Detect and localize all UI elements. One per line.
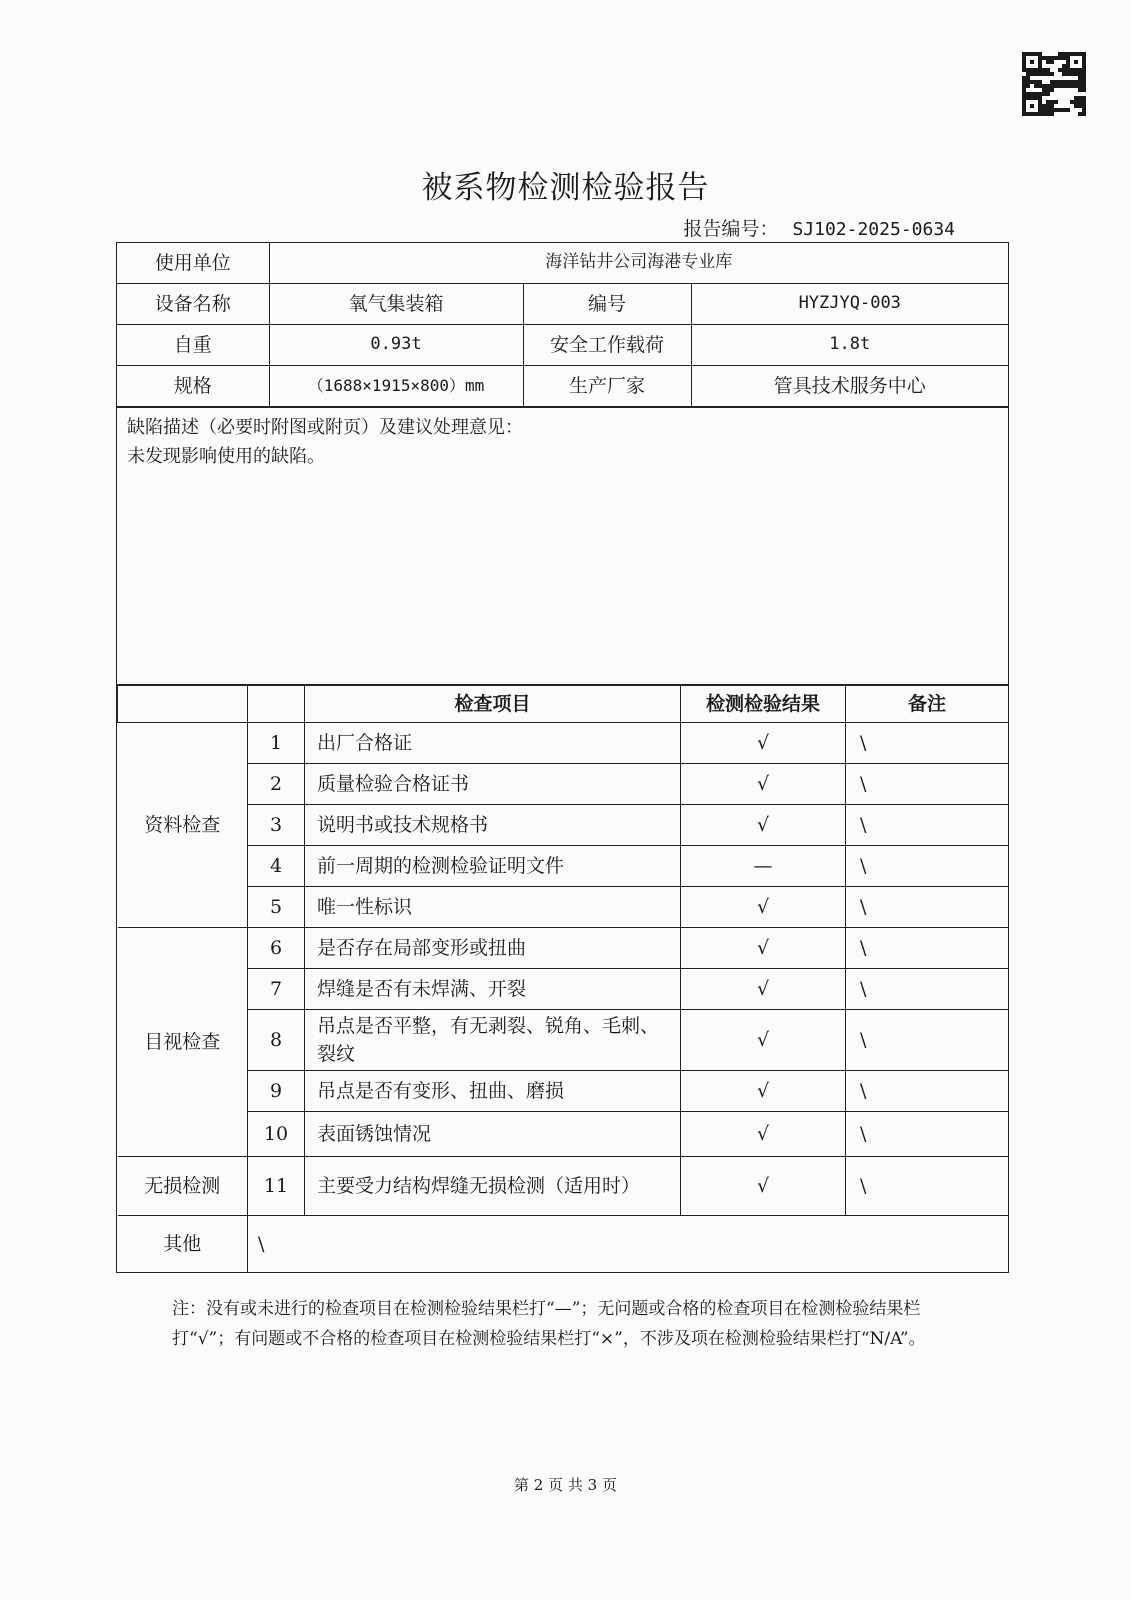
table-row [118,1112,1009,1157]
row-item: 说明书或技术规格书 [305,805,681,846]
name-label: 设备名称 [117,284,269,325]
row-remark: \ [846,805,1009,846]
unit-value: 海洋钻井公司海港专业库 [269,243,1008,284]
row-item: 主要受力结构焊缝无损检测（适用时） [305,1157,681,1216]
row-no: 5 [248,887,305,928]
row-remark: \ [846,764,1009,805]
header-blank-no [248,686,305,723]
row-remark: \ [846,1157,1009,1216]
row-item: 吊点是否平整，有无剥裂、锐角、毛刺、裂纹 [305,1010,681,1071]
maker-label: 生产厂家 [523,366,691,407]
row-item: 焊缝是否有未焊满、开裂 [305,969,681,1010]
group-docs: 资料检查 [118,723,248,928]
group-ndt: 无损检测 [118,1157,248,1216]
defect-label: 缺陷描述（必要时附图或附页）及建议处理意见： [127,417,523,438]
maker-value: 管具技术服务中心 [691,366,1008,407]
table-row [118,723,1009,764]
weight-value: 0.93t [269,325,523,366]
code-label: 编号 [523,284,691,325]
table-row-other [118,1216,1009,1273]
row-remark: \ [846,969,1009,1010]
report-number [683,214,955,241]
inspection-table [117,685,1008,1272]
row-item: 唯一性标识 [305,887,681,928]
spec-label: 规格 [117,366,269,407]
row-remark: \ [846,928,1009,969]
table-row [118,1157,1009,1216]
row-item: 是否存在局部变形或扭曲 [305,928,681,969]
row-no: 11 [248,1157,305,1216]
group-other: 其他 [118,1216,248,1273]
row-no: 9 [248,1071,305,1112]
row-result: — [681,846,846,887]
qr-code-icon [1022,52,1086,116]
page-number: 第 2 页 共 3 页 [514,1476,617,1494]
row-no: 8 [248,1010,305,1071]
row-no: 2 [248,764,305,805]
unit-label: 使用单位 [117,243,269,284]
table-row [118,764,1009,805]
load-label: 安全工作载荷 [523,325,691,366]
name-value: 氧气集装箱 [269,284,523,325]
table-row [118,1010,1009,1071]
row-result: √ [681,1071,846,1112]
row-result: √ [681,887,846,928]
table-row [118,846,1009,887]
header-blank-group [118,686,248,723]
row-item: 前一周期的检测检验证明文件 [305,846,681,887]
header-remark: 备注 [846,686,1009,723]
defect-section [117,407,1008,685]
report-number-value: SJ102-2025-0634 [792,219,955,240]
equipment-info-table [117,243,1008,407]
header-item: 检查项目 [305,686,681,723]
table-row [118,928,1009,969]
other-value: \ [248,1216,1009,1273]
weight-label: 自重 [117,325,269,366]
row-no: 6 [248,928,305,969]
defect-text: 未发现影响使用的缺陷。 [127,445,325,467]
row-remark: \ [846,887,1009,928]
report-number-label: 报告编号： [683,218,779,240]
row-result: √ [681,969,846,1010]
load-value: 1.8t [691,325,1008,366]
table-row [118,1071,1009,1112]
row-result: √ [681,805,846,846]
row-result: √ [681,928,846,969]
spec-value: （1688×1915×800）mm [269,366,523,407]
table-row [118,887,1009,928]
footnote: 注：没有或未进行的检查项目在检测检验结果栏打“—”；无问题或合格的检查项目在检测检验结果栏打“√”；有问题或不合格的检查项目在检测检验结果栏打“×”，不涉及项在检测检验结果栏打“N/A”。 [172,1299,926,1350]
header-result: 检测检验结果 [681,686,846,723]
row-remark: \ [846,1112,1009,1157]
page-title: 被系物检测检验报告 [421,170,710,206]
row-no: 3 [248,805,305,846]
row-remark: \ [846,723,1009,764]
row-no: 1 [248,723,305,764]
row-item: 吊点是否有变形、扭曲、磨损 [305,1071,681,1112]
row-item: 出厂合格证 [305,723,681,764]
row-result: √ [681,1157,846,1216]
row-result: √ [681,1112,846,1157]
group-visual: 目视检查 [118,928,248,1157]
row-remark: \ [846,1071,1009,1112]
row-result: √ [681,1010,846,1071]
row-result: √ [681,723,846,764]
row-item: 表面锈蚀情况 [305,1112,681,1157]
row-no: 10 [248,1112,305,1157]
row-no: 7 [248,969,305,1010]
row-remark: \ [846,1010,1009,1071]
table-row [118,805,1009,846]
row-item: 质量检验合格证书 [305,764,681,805]
report-table [116,242,1009,1273]
code-value: HYZJYQ-003 [691,284,1008,325]
row-result: √ [681,764,846,805]
table-row [118,969,1009,1010]
row-remark: \ [846,846,1009,887]
row-no: 4 [248,846,305,887]
